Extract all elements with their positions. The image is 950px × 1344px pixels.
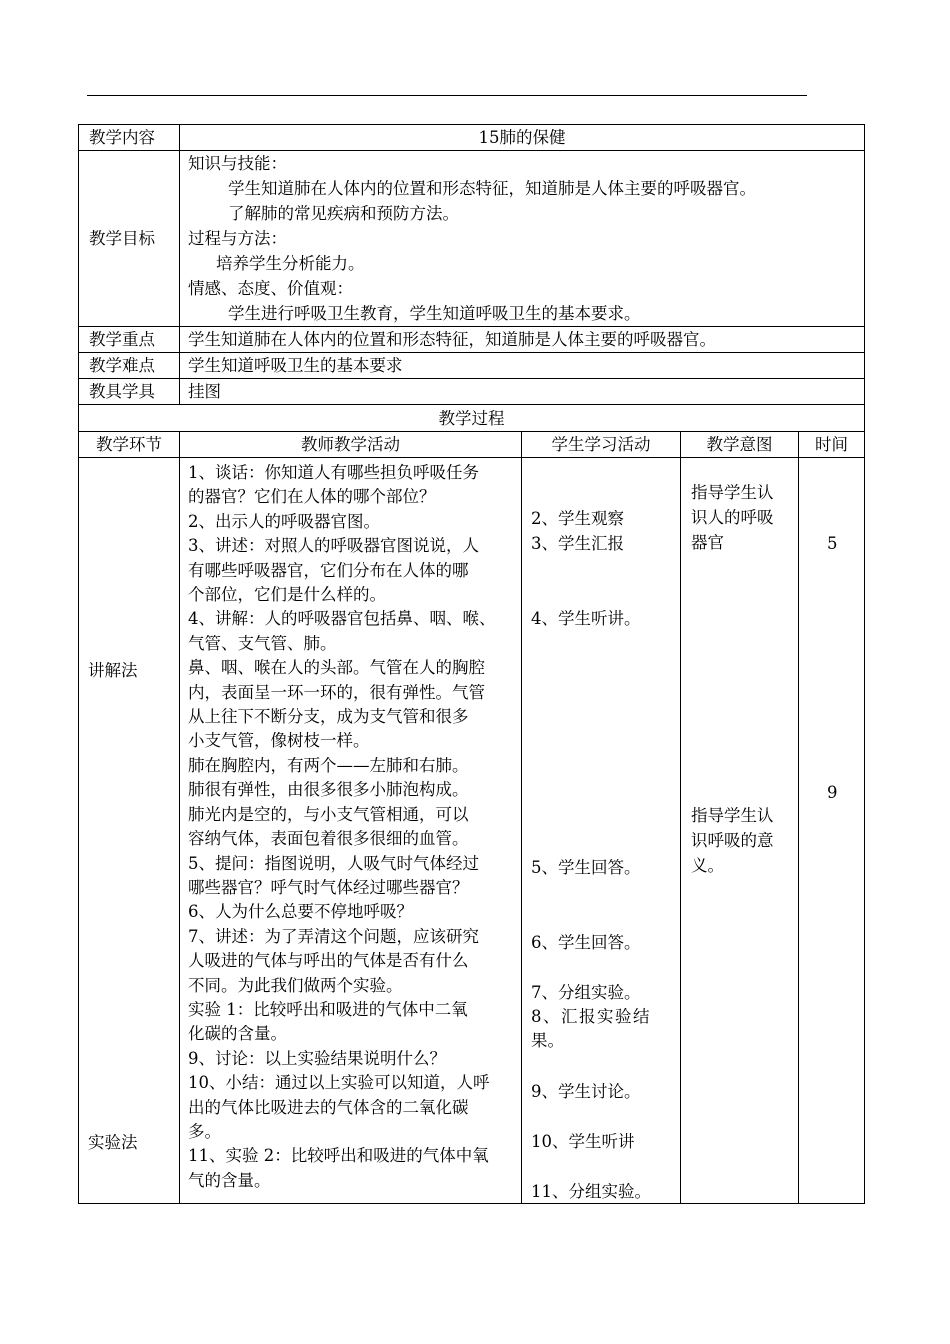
header-rule (87, 95, 807, 96)
goal-line: 学生知道肺在人体内的位置和形态特征，知道肺是人体主要的呼吸器官。 (228, 179, 756, 198)
teacher-line: 人吸进的气体与呼出的气体是否有什么 (188, 951, 469, 971)
process-title: 教学过程 (79, 405, 865, 432)
student-item: 6、学生回答。 (531, 933, 641, 952)
teacher-line: 内，表面呈一环一环的，很有弹性。气管 (188, 682, 485, 702)
teacher-line: 6、人为什么总要不停地呼吸？ (188, 902, 413, 922)
method-lecture: 讲解法 (88, 661, 138, 680)
goal-line: 培养学生分析能力。 (216, 254, 365, 273)
time-cell (799, 458, 865, 1204)
student-item: 5、学生回答。 (531, 858, 641, 877)
row-key (79, 327, 865, 353)
teacher-line: 哪些器官？呼气时气体经过哪些器官？ (188, 877, 469, 897)
student-item: 8、汇报实验结 (531, 1007, 651, 1026)
student-item: 2、学生观察 (531, 509, 624, 528)
row-tools (79, 379, 865, 405)
time-value: 9 (827, 783, 838, 802)
col-header-intent: 教学意图 (681, 432, 799, 458)
teacher-line: 气的含量。 (188, 1170, 271, 1190)
difficulty-value: 学生知道呼吸卫生的基本要求 (180, 353, 865, 379)
intent-line: 指导学生认 (691, 483, 774, 502)
teacher-line: 不同。为此我们做两个实验。 (188, 975, 403, 995)
teacher-activity-cell (180, 458, 522, 1204)
teacher-line: 的器官？它们在人体的哪个部位？ (188, 487, 436, 507)
teacher-line: 7、讲述：为了弄清这个问题，应该研究 (188, 926, 479, 946)
teacher-line: 从上往下不断分支，成为支气管和很多 (188, 707, 469, 727)
intent-block-2 (691, 803, 774, 878)
row-goals (79, 151, 865, 327)
goal-line: 知识与技能： (188, 154, 287, 173)
teacher-line: 10、小结：通过以上实验可以知道，人呼 (188, 1073, 490, 1093)
lesson-title: 15肺的保健 (180, 125, 865, 151)
row-process-body (79, 458, 865, 1204)
teacher-line: 化碳的含量。 (188, 1024, 287, 1044)
teacher-line: 出的气体比吸进去的气体含的二氧化碳 (188, 1097, 469, 1117)
teacher-line: 11、实验 2：比较呼出和吸进的气体中氧 (188, 1146, 489, 1166)
key-label: 教学重点 (79, 327, 180, 353)
intent-line: 识呼吸的意 (691, 831, 774, 850)
content-label: 教学内容 (79, 125, 180, 151)
col-header-stage: 教学环节 (79, 432, 180, 458)
col-header-time: 时间 (799, 432, 865, 458)
teacher-line: 肺光内是空的，与小支气管相通，可以 (188, 804, 469, 824)
tools-label: 教具学具 (79, 379, 180, 405)
teacher-line: 容纳气体，表面包着很多很细的血管。 (188, 829, 469, 849)
lesson-plan-table (78, 124, 865, 1204)
teacher-line: 9、讨论：以上实验结果说明什么？ (188, 1048, 446, 1068)
student-item: 7、分组实验。 (531, 983, 641, 1002)
teacher-line: 肺在胸腔内，有两个——左肺和右肺。 (188, 755, 469, 775)
col-header-teacher: 教师教学活动 (180, 432, 522, 458)
intent-line: 义。 (691, 856, 724, 875)
goal-line: 学生进行呼吸卫生教育，学生知道呼吸卫生的基本要求。 (228, 304, 641, 323)
method-cell (79, 458, 180, 1204)
teacher-activity-text (188, 461, 516, 1193)
student-item: 10、学生听讲 (531, 1132, 635, 1151)
teacher-line: 气管、支气管、肺。 (188, 633, 337, 653)
row-content (79, 125, 865, 151)
teacher-line: 实验 1：比较呼出和吸进的气体中二氧 (188, 999, 468, 1019)
teacher-line: 1、谈话：你知道人有哪些担负呼吸任务 (188, 463, 479, 482)
goal-line: 过程与方法： (188, 229, 287, 248)
intent-line: 指导学生认 (691, 806, 774, 825)
row-difficulty (79, 353, 865, 379)
intent-cell (681, 458, 799, 1204)
student-item: 3、学生汇报 (531, 534, 624, 553)
teacher-line: 3、讲述：对照人的呼吸器官图说说，人 (188, 536, 479, 556)
teacher-line: 多。 (188, 1121, 221, 1141)
teacher-line: 个部位，它们是什么样的。 (188, 585, 386, 605)
student-activity-cell (522, 458, 681, 1204)
key-value: 学生知道肺在人体内的位置和形态特征，知道肺是人体主要的呼吸器官。 (180, 327, 865, 353)
goals-label: 教学目标 (79, 151, 180, 327)
teacher-line: 肺很有弹性，由很多很多小肺泡构成。 (188, 780, 469, 800)
intent-line: 识人的呼吸 (691, 508, 774, 527)
goal-line: 了解肺的常见疾病和预防方法。 (228, 204, 459, 223)
goals-content (180, 151, 865, 327)
student-item: 4、学生听讲。 (531, 609, 641, 628)
row-process-title (79, 405, 865, 432)
teacher-line: 鼻、咽、喉在人的头部。气管在人的胸腔 (188, 658, 485, 678)
intent-line: 器官 (691, 533, 724, 552)
intent-block-1 (691, 480, 774, 555)
teacher-line: 4、讲解：人的呼吸器官包括鼻、咽、喉、 (188, 609, 496, 629)
col-header-student: 学生学习活动 (522, 432, 681, 458)
difficulty-label: 教学难点 (79, 353, 180, 379)
row-column-headers (79, 432, 865, 458)
student-item: 果。 (531, 1031, 564, 1050)
teacher-line: 小支气管，像树枝一样。 (188, 731, 370, 751)
teacher-line: 5、提问：指图说明，人吸气时气体经过 (188, 853, 479, 873)
student-item: 11、分组实验。 (531, 1182, 651, 1201)
method-experiment: 实验法 (88, 1133, 138, 1152)
goal-line: 情感、态度、价值观： (188, 279, 353, 298)
tools-value: 挂图 (180, 379, 865, 405)
time-value: 5 (827, 534, 838, 553)
student-item: 9、学生讨论。 (531, 1082, 641, 1101)
teacher-line: 有哪些呼吸器官，它们分布在人体的哪 (188, 560, 469, 580)
teacher-line: 2、出示人的呼吸器官图。 (188, 511, 380, 531)
